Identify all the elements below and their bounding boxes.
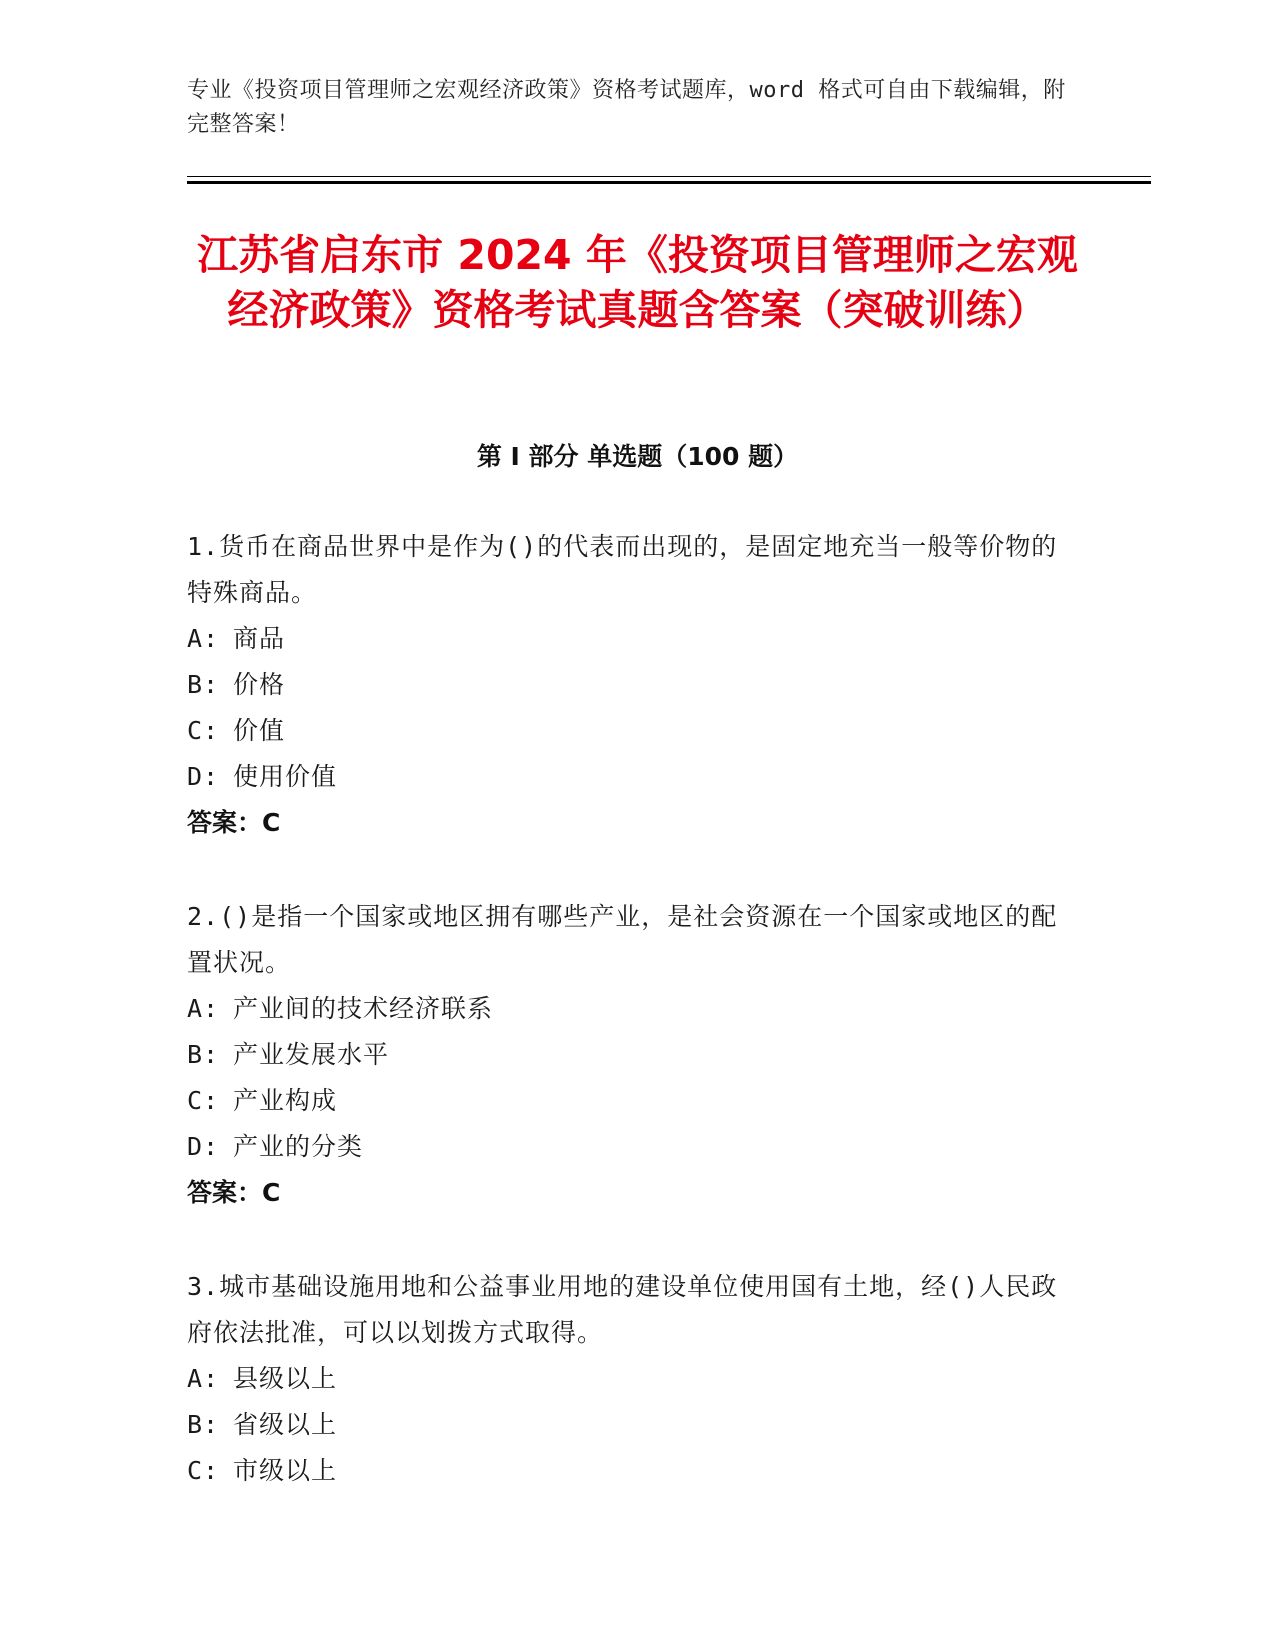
option-text: 商品 [233, 624, 286, 653]
question-item [187, 1264, 1067, 1494]
option-text: 产业的分类 [233, 1132, 364, 1161]
option-row [187, 1124, 1067, 1170]
option-letter: C: [187, 716, 220, 745]
option-row [187, 1402, 1067, 1448]
header-note: 专业《投资项目管理师之宏观经济政策》资格考试题库，word 格式可自由下载编辑，附完整答案！ [187, 78, 1066, 137]
option-text: 产业构成 [233, 1086, 338, 1115]
question-text: 2.()是指一个国家或地区拥有哪些产业，是社会资源在一个国家或地区的配置状况。 [187, 902, 1058, 977]
option-letter: C: [187, 1456, 220, 1485]
header-rule-thick [187, 181, 1151, 184]
option-letter: A: [187, 1364, 220, 1393]
option-text: 价格 [233, 670, 286, 699]
option-row [187, 1356, 1067, 1402]
option-row [187, 708, 1067, 754]
option-row [187, 1448, 1067, 1494]
option-text: 省级以上 [233, 1410, 338, 1439]
question-item [187, 524, 1067, 846]
option-letter: D: [187, 762, 220, 791]
option-letter: B: [187, 670, 220, 699]
option-letter: C: [187, 1086, 220, 1115]
document-title: 江苏省启东市 2024 年《投资项目管理师之宏观经济政策》资格考试真题含答案（突破训练） [197, 231, 1078, 334]
option-letter: B: [187, 1410, 220, 1439]
option-text: 使用价值 [233, 762, 338, 791]
option-text: 市级以上 [233, 1456, 338, 1485]
option-letter: B: [187, 1040, 220, 1069]
option-row [187, 1032, 1067, 1078]
header-rule-thin [187, 176, 1151, 177]
answer-line: 答案：C [187, 808, 281, 837]
option-text: 产业发展水平 [233, 1040, 390, 1069]
option-letter: A: [187, 994, 220, 1023]
answer-line: 答案：C [187, 1178, 281, 1207]
option-row [187, 986, 1067, 1032]
section-heading: 第 I 部分 单选题（100 题） [476, 442, 799, 471]
question-list [187, 524, 1067, 1542]
option-row [187, 754, 1067, 800]
question-text: 3.城市基础设施用地和公益事业用地的建设单位使用国有土地，经()人民政府依法批准，可以以划拨方式取得。 [187, 1272, 1058, 1347]
option-row [187, 1078, 1067, 1124]
option-letter: A: [187, 624, 220, 653]
option-letter: D: [187, 1132, 220, 1161]
question-text: 1.货币在商品世界中是作为()的代表而出现的，是固定地充当一般等价物的特殊商品。 [187, 532, 1058, 607]
option-text: 产业间的技术经济联系 [233, 994, 494, 1023]
option-text: 价值 [233, 716, 286, 745]
question-item [187, 894, 1067, 1216]
option-row [187, 662, 1067, 708]
option-text: 县级以上 [233, 1364, 338, 1393]
option-row [187, 616, 1067, 662]
